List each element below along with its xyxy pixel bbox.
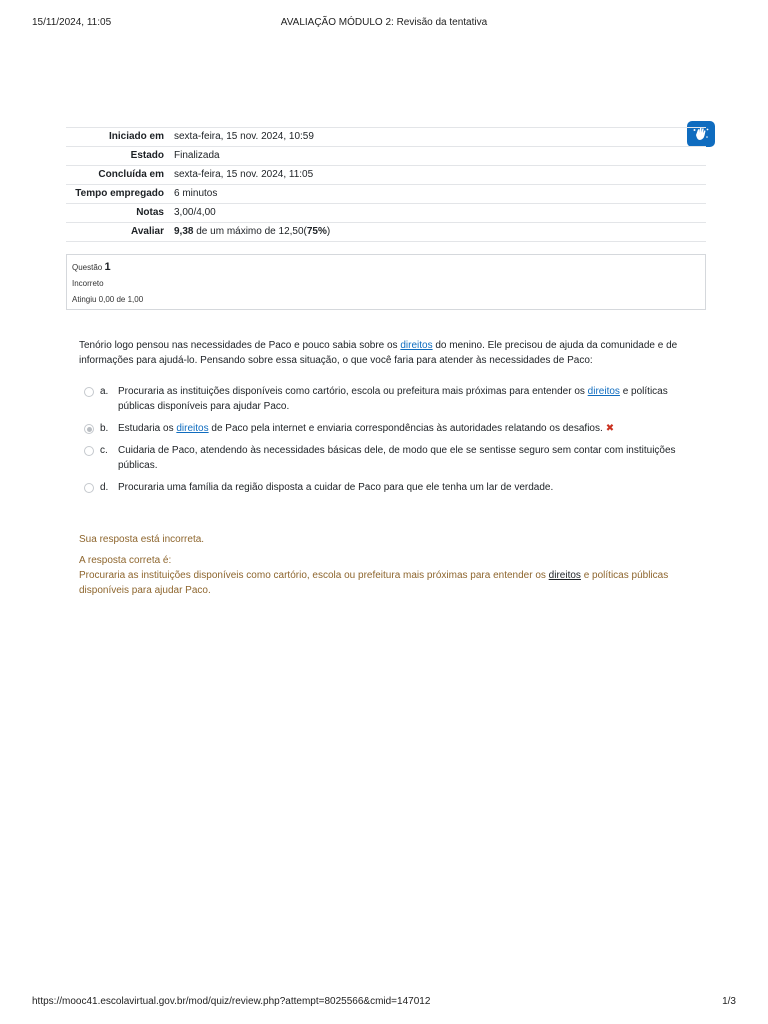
answer-radio-d[interactable] <box>84 483 94 493</box>
question-number-value: 1 <box>104 261 111 273</box>
print-footer <box>32 996 736 1010</box>
answer-option-b[interactable] <box>84 421 684 436</box>
answer-a-after: e políticas públicas disponíveis para ajudar Paco. <box>118 386 668 412</box>
feedback-glossary-link[interactable]: direitos <box>548 570 581 581</box>
feedback-incorrect: Sua resposta está incorreta. <box>79 534 205 545</box>
started-label: Iniciado em <box>66 128 168 147</box>
summary-row-started <box>66 128 706 147</box>
answer-radio-b[interactable] <box>84 424 94 434</box>
answer-text-a <box>118 386 668 412</box>
answer-letter-c: c. <box>100 445 108 456</box>
answer-option-a[interactable] <box>84 384 684 414</box>
answer-a-before: Procuraria as instituições disponíveis como cartório, escola ou prefeitura mais próximas para entender os <box>118 386 588 397</box>
answer-text-b <box>118 423 614 434</box>
question-label: Questão <box>72 263 103 272</box>
summary-row-completed <box>66 166 706 185</box>
question-status: Incorreto <box>72 279 104 288</box>
summary-row-state <box>66 147 706 166</box>
grade-label: Avaliar <box>66 223 168 242</box>
question-text-before: Tenório logo pensou nas necessidades de Paco e pouco sabia sobre os <box>79 340 401 351</box>
feedback-correct-answer <box>79 568 689 598</box>
print-page-number: 1/3 <box>722 996 736 1007</box>
marks-value: 3,00/4,00 <box>168 204 706 223</box>
state-value: Finalizada <box>168 147 706 166</box>
attempt-summary-table <box>66 127 706 242</box>
question-info-box <box>66 254 706 310</box>
answer-text-c: Cuidaria de Paco, atendendo às necessidades básicas dele, de modo que ele se sentisse seguro sem contar com instituições públicas. <box>118 445 676 471</box>
answer-a-glossary-link[interactable]: direitos <box>587 386 620 397</box>
feedback-correct-after: e políticas públicas disponíveis para ajudar Paco. <box>79 570 669 596</box>
grade-end: ) <box>326 226 331 237</box>
grade-score: 9,38 <box>174 226 194 237</box>
print-datetime: 15/11/2024, 11:05 <box>32 17 112 28</box>
question-number <box>72 259 700 276</box>
question-mark: Atingiu 0,00 de 1,00 <box>72 295 144 304</box>
answer-b-after: de Paco pela internet e enviaria correspondências às autoridades relatando os desafios. <box>208 423 603 434</box>
feedback-correct-label: A resposta correta é: <box>79 555 172 566</box>
feedback-correct-before: Procuraria as instituições disponíveis como cartório, escola ou prefeitura mais próximas para entender os <box>79 570 549 581</box>
time-value: 6 minutos <box>168 185 706 204</box>
answer-b-before: Estudaria os <box>118 423 177 434</box>
summary-row-grade <box>66 223 706 242</box>
answer-radio-c[interactable] <box>84 446 94 456</box>
answer-radio-a[interactable] <box>84 387 94 397</box>
grade-value <box>168 223 706 242</box>
answer-letter-a: a. <box>100 386 109 397</box>
answer-option-c[interactable] <box>84 443 684 473</box>
started-value: sexta-feira, 15 nov. 2024, 10:59 <box>168 128 706 147</box>
glossary-link-direitos[interactable]: direitos <box>400 340 433 351</box>
feedback-box <box>79 532 689 598</box>
print-page-title: AVALIAÇÃO MÓDULO 2: Revisão da tentativa <box>280 17 488 28</box>
answer-text-d: Procuraria uma família da região disposta a cuidar de Paco para que ele tenha um lar de verdade. <box>118 482 554 493</box>
completed-label: Concluída em <box>66 166 168 185</box>
print-header <box>32 17 736 31</box>
answer-letter-b: b. <box>100 423 109 434</box>
answer-option-d[interactable] <box>84 480 684 495</box>
state-label: Estado <box>66 147 168 166</box>
summary-row-time <box>66 185 706 204</box>
answer-letter-d: d. <box>100 482 109 493</box>
time-label: Tempo empregado <box>66 185 168 204</box>
answer-b-glossary-link[interactable]: direitos <box>176 423 209 434</box>
grade-max-text: de um máximo de 12,50( <box>193 226 307 237</box>
summary-row-marks <box>66 204 706 223</box>
marks-label: Notas <box>66 204 168 223</box>
question-text <box>79 338 685 368</box>
question-text-after: do menino. Ele precisou de ajuda da comunidade e de informações para ajudá-lo. Pensando sobre essa situação, o que você faria para atender às necessidades de Paco: <box>79 340 678 366</box>
grade-percent: 75% <box>306 226 327 237</box>
print-url: https://mooc41.escolavirtual.gov.br/mod/quiz/review.php?attempt=8025566&cmid=147012 <box>32 996 431 1007</box>
completed-value: sexta-feira, 15 nov. 2024, 11:05 <box>168 166 706 185</box>
incorrect-icon: ✖ <box>605 423 615 434</box>
answer-options <box>84 384 684 502</box>
